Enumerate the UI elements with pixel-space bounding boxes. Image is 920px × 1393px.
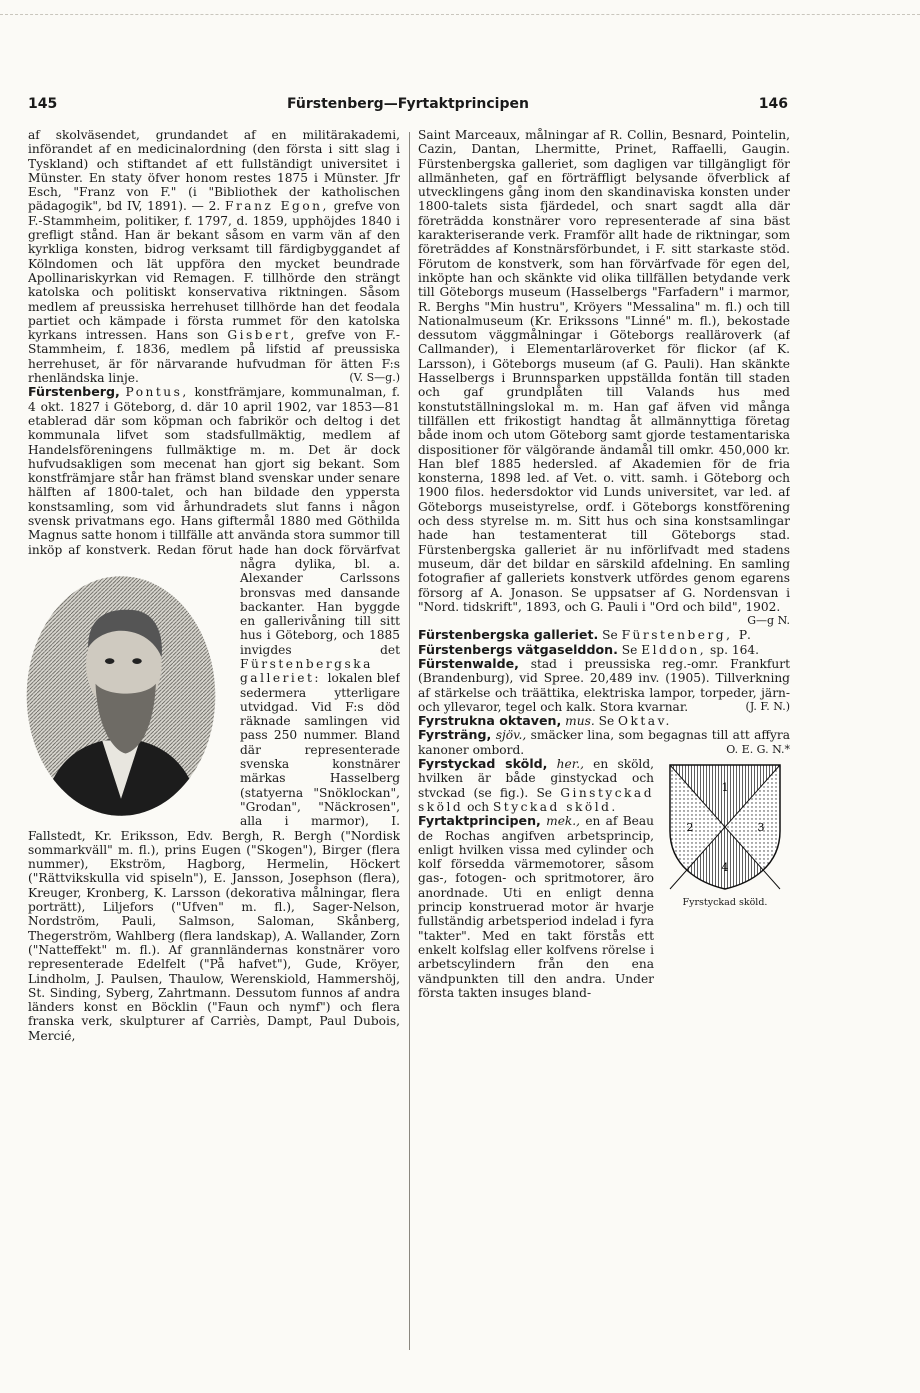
running-title: Fürstenberg—Fyrtaktprincipen [287,96,529,112]
portrait-image [22,562,220,830]
page-header [28,96,788,118]
right-column [418,128,790,1360]
entry-headword: Fyrtaktprincipen, [418,813,541,829]
see-label: Se [598,714,615,729]
see-label: Se [621,642,638,657]
shield-label-3: 3 [757,821,765,835]
subject-abbreviation: sjöv., [495,728,527,743]
entry-furstenwalde [418,657,790,714]
portrait-eye-left [105,658,114,664]
entry-text: och [467,799,490,814]
subject-abbreviation: her., [556,757,584,772]
entry-text: grefve von F.-Stammheim, politiker, f. 1797, d. 1859, upphöjdes 1840 i grefligt stånd. Han är bekant såsom en varm vän af den kyrkliga konsten, bidrog verksamt till färdigbyggandet af Kölndomen och lät uppföra den mycket beundrade Apollinariskyrkan vid Remagen. F. tillhörde den strängt katolska och politiskt konservativa riktningen. Såsom medlem af preussiska herrehuset tillhörde han det feodala partiet och kämpade i första rummet för den katolska kyrkans intressen. Hans son [28,199,400,343]
author-signature: G—g N. [747,614,790,628]
author-signature: O. E. G. N.* [726,742,790,756]
shield-label-2: 2 [686,821,694,835]
cross-reference-link[interactable]: Ginstyckad sköld [418,785,655,814]
right-page-number: 146 [758,96,788,112]
entry-text: en sköld, hvilken är både ginstyckad och stvckad (se fig.). Se [418,757,654,800]
entry-headword: Fyrstrukna oktaven, [418,713,562,729]
entry-text: grefve von F.-Stammheim, f. 1836, medlem på lifstid af preussiska herrehuset, är för närvarande hufvudman för ätten F:s rhenländska linje. [28,328,400,386]
entry-furstenberg-family [28,128,400,385]
entry-text: stad i preussiska reg.-omr. Frankfurt (Brandenburg), vid Spree. 20,489 inv. (1905). Tillverkning af stärkelse och träättika, elektriska lampor, torpeder, järn- och yllevaror, tegel och kalk. Stora kvarnar. [418,656,790,714]
cross-reference-link[interactable]: Styckad sköld. [492,799,618,814]
entry-text: lokalen blef sedermera ytterligare utvidgad. Vid F:s död räknade samlingen vid pass 250 nummer. Bland där representerade svenska konstnärer märkas Hasselberg (statyerna "Snöklockan", "Grodan", "Näckrosen", alla i marmor), I. Fallstedt, Kr. Eriksson, Edv. Bergh, R. Bergh ("Nordisk sommarkväll" m. fl.), prins Eugen ("Skogen"), Birger (flera nummer), Ekström, Hagborg, Hermelin, Höckert ("Rättvikskulla vid spiseln"), E. Jansson, Josephson (flera), Kreuger, Kronberg, K. Larsson (dekorativa målningar, flera porträtt), Liljefors ("Ufven" m. fl.), Sager-Nelson, Nordström, Pauli, Salmson, Saloman, Skånberg, Thegerström, Wahlberg (flera landskap), A. Wallander, Zorn ("Natteffekt" m. fl.). Af grannländernas konstnärer voro representerade Edelfelt ("På hafvet"), Gude, Kröyer, Lindholm, J. Paulsen, Thaulow, Werenskiold, Hammershöj, St. Sinding, Syberg, Zahrtmann. Dessutom funnos af andra länders konst en Böcklin ("Faun och nymf") och flera franska verk, skulpturer af Carriès, Dampt, Paul Dubois, Mercié, [28,671,400,1043]
entry-text: af skolväsendet, grundandet af en militärakademi, införandet af en medicinalordning (den första i sitt slag i Tyskland) och stiftandet af ett fullständigt universitet i Münster. En staty öfver honom restes 1875 i Münster. Jfr Esch, "Franz von F." (i "Bibliothek der katholischen pädagogik", bd IV, 1891). — 2. [28,128,400,214]
entry-fyrstrang [418,728,790,757]
person-name: Pontus, [125,385,189,400]
author-signature: (J. F. N.) [745,699,790,713]
entry-text: konstfrämjare, kommunalman, f. 4 okt. 1827 i Göteborg, d. där 10 april 1902, var 1853—81 etablerad där som köpman och fabrikör och deltog i det kommunala lifvet som stadsfullmäktig, medlem af Handelsföreningens fullmäktige m. m. Det är dock hufvudsakligen som mecenat han gjort sig bekant. Som konstfrämjare står han främst bland svenskar under senare hälften af 1800-talet, och han bildade den yppersta konstsamling, som vid århundradets slut fanns i någon svensk privatmans ego. Hans giftermål 1880 med Göthilda Magnus satte honom i tillfälle att använda stora summor till inköp af konstverk. Redan förut hade han dock förvärfvat några dylika, bl. a. Alexander Carlssons bronsvas med dansande backanter. Han byggde en gallerivåning till sitt hus i Göteborg, och 1885 invigdes det [28,385,400,657]
subject-abbreviation: mus. [565,714,595,729]
entry-text: sp. 164. [710,642,759,657]
entry-headword: Fyrstyckad sköld, [418,756,548,772]
entry-text: smäcker lina, som begagnas till att affyra kanoner ombord. [418,728,790,757]
gallery-name: Fürstenbergska galleriet: [240,656,373,686]
shield-label-1: 1 [721,781,729,795]
author-signature: (V. S—g.) [349,371,400,385]
cross-reference-link[interactable]: Elddon, [641,642,707,657]
entry-fyrstrukna-oktaven [418,714,790,728]
subject-abbreviation: mek., [546,814,581,829]
top-edge-rule [0,14,920,15]
column-divider [409,132,410,1350]
entry-headword: Fürstenbergs vätgaselddon. [418,641,618,657]
quartered-shield-image [666,761,784,893]
cross-reference-link[interactable]: Oktav. [618,714,672,729]
person-name: Franz Egon, [225,199,329,214]
person-name: Gisbert, [227,328,297,343]
shield-figure [660,759,790,1011]
figure-caption: Fyrstyckad sköld. [682,897,768,909]
entry-headword: Fürstenwalde, [418,655,519,671]
entry-headword: Fyrsträng, [418,727,492,743]
left-page-number: 145 [28,96,58,112]
entry-continuation [418,128,790,628]
entry-text: Saint Marceaux, målningar af R. Collin, Besnard, Pointelin, Cazin, Dantan, Lhermitte, Prinet, Raffaelli, Gaugin. Fürstenbergska galleriet, som dagligen var tillgängligt för allmänheten, gaf en förträffligt belysande öfverblick af utvecklingens gång inom den skandinaviska konsten under 1800-talets sista fjärdedel, och snart sagdt alla där företrädda konstnärer voro representerade af sina bäst karakteriserande verk. Framför allt hade de riktningar, som företräddes af Konstnärsförbundet, i F. sitt starkaste stöd. Förutom de konstverk, som han förvärfvade för egen del, inköpte han och skänkte vid olika tillfällen betydande verk till Göteborgs museum (Hasselbergs "Farfadern" i marmor, R. Berghs "Min hustru", Kröyers "Messalina" m. fl.) och till Nationalmuseum (Kr. Erikssons "Linné" m. fl.), bekostade dessutom väggmålningar i Göteborgs realläroverk (af Callmander), i Elementarläroverket för flickor (af K. Larsson), i Göteborgs museum (af G. Pauli). Han skänkte Hasselbergs i Brunnsparken uppställda fontän till staden och gaf grundplåten till Valands hus med konstutställningslokal m. m. Han gaf äfven vid många tillfällen ett frikostigt handtag åt allmännyttiga företag både inom och utom Göteborg samt gjorde testamentariska dispositioner för välgörande ändamål till omkr. 450,000 kr. Han blef 1885 hedersled. af Akademien för de fria konsterna, 1898 led. af Vet. o. vitt. samh. i Göteborg och 1900 filos. hedersdoktor vid Lunds universitet, var led. af Göteborgs museistyrelse, ordf. i Göteborgs konstförening och dess styrelse m. m. Sitt hus och sina konstsamlingar hade han testamenterat till Göteborgs stad. Fürstenbergska galleriet är nu införlifvadt med stadens museum, där det bildar en särskild afdelning. En samling fotografier af galleriets konstverk utfördes genom egarens försorg af A. Jonason. Se uppsatser af G. Nordensvan i "Nord. tidskrift", 1893, och G. Pauli i "Ord och bild", 1902. [418,128,790,614]
cross-reference-link[interactable]: Fürstenberg, P. [621,628,754,643]
entry-vatgaselddon [418,643,790,657]
see-label: Se [602,628,618,643]
entry-text: en af Beau de Rochas angifven arbetsprincip, enligt hvilken vissa med cylinder och kolf försedda värmemotorer, såsom gas-, fotogen- och spritmotorer, äro anordnade. Uti en enligt denna princip konstruerad motor är hvarje fullständig arbetsperiod indelad i fyra "takter". Med en takt förstås ett enkelt kolfslag eller kolfvens rörelse i arbetscylindern från den ena vändpunkten till den andra. Under första takten insuges bland- [418,814,655,1000]
portrait-eye-right [132,658,141,664]
entry-headword: Fürstenberg, [28,384,120,400]
entry-furstenbergska-galleriet [418,628,790,642]
shield-label-4: 4 [721,861,729,875]
entry-headword: Fürstenbergska galleriet. [418,627,599,643]
